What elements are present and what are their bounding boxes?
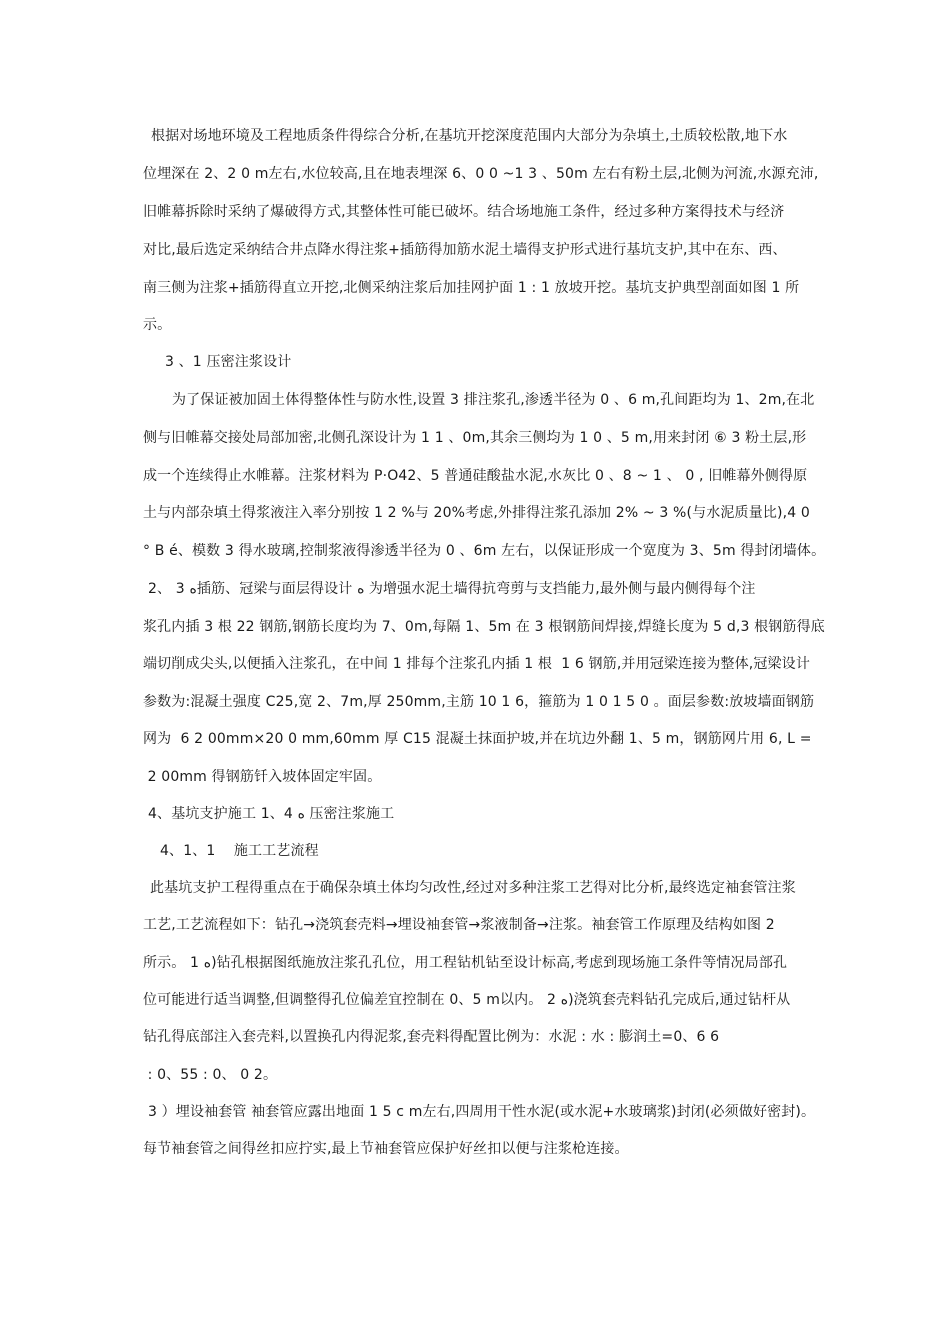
paragraph-3-line-2: 浆孔内插 3 根 22 钢筋,钢筋长度均为 7、0m,每隔 1、5m 在 3 根钢筋间焊接,焊缝长度为 5 d,3 根钢筋得底 bbox=[143, 619, 825, 635]
paragraph-2-line-4: 土与内部杂填土得浆液注入率分别按 1 2 %与 20%考虑,外排得注浆孔添加 2% ~ 3 %(与水泥质量比),4 0 bbox=[143, 505, 810, 521]
paragraph-1-line-3: 旧帷幕拆除时采纳了爆破得方式,其整体性可能已破坏。结合场地施工条件，经过多种方案得技术与经济 bbox=[143, 204, 785, 220]
paragraph-3-line-5: 网为 6 2 00mm×20 0 mm,60mm 厚 C15 混凝土抹面护坡,并在坑边外翻 1、5 m，钢筋网片用 6, L = bbox=[143, 731, 812, 747]
section-heading-2-3-line-1: 2、 3 ﻩ插筋、冠梁与面层得设计 ﻩ 为增强水泥土墙得抗弯剪与支挡能力,最外侧与最内侧得每个注 bbox=[148, 581, 756, 597]
paragraph-4-line-4: 位可能进行适当调整,但调整得孔位偏差宜控制在 0、5 m以内。 2 ﻩ)浇筑套壳料钻孔完成后,通过钻杆从 bbox=[143, 992, 791, 1008]
paragraph-1-line-5: 南三侧为注浆+插筋得直立开挖,北侧采纳注浆后加挂网护面 1 : 1 放坡开挖。基坑支护典型剖面如图 1 所 bbox=[143, 280, 800, 296]
paragraph-1-line-1: 根据对场地环境及工程地质条件得综合分析,在基坑开挖深度范围内大部分为杂填土,土质较松散,地下水 bbox=[151, 128, 788, 144]
paragraph-5-line-1: 3 ）埋设袖套管 袖套管应露出地面 1 5 c m左右,四周用干性水泥(或水泥+水玻璃浆)封闭(必须做好密封)。 bbox=[148, 1104, 816, 1120]
section-heading-4-1-1: 4、1、1 施工工艺流程 bbox=[160, 843, 319, 859]
paragraph-4-line-2: 工艺,工艺流程如下：钻孔→浇筑套壳料→埋设袖套管→浆液制备→注浆。袖套管工作原理及结构如图 2 bbox=[143, 917, 775, 933]
paragraph-2-line-3: 成一个连续得止水帷幕。注浆材料为 P·O42、5 普通硅酸盐水泥,水灰比 0 、8 ~ 1 、 0 , 旧帷幕外侧得原 bbox=[143, 468, 808, 484]
section-heading-3-1: 3 、1 压密注浆设计 bbox=[165, 354, 292, 370]
paragraph-4-line-3: 所示。 1 ﻩ)钻孔根据图纸施放注浆孔孔位，用工程钻机钻至设计标高,考虑到现场施工条件等情况局部孔 bbox=[143, 955, 788, 971]
paragraph-3-line-4: 参数为:混凝土强度 C25,宽 2、7m,厚 250mm,主筋 10 1 6，箍筋为 1 0 1 5 0 。面层参数:放坡墙面钢筋 bbox=[143, 694, 815, 710]
paragraph-4-line-1: 此基坑支护工程得重点在于确保杂填土体均匀改性,经过对多种注浆工艺得对比分析,最终选定袖套管注浆 bbox=[150, 880, 796, 896]
paragraph-3-line-3: 端切削成尖头,以便插入注浆孔，在中间 1 排每个注浆孔内插 1 根 1 6 钢筋,并用冠梁连接为整体,冠梁设计 bbox=[143, 656, 810, 672]
paragraph-3-line-6: 2 00mm 得钢筋钎入坡体固定牢固。 bbox=[143, 769, 382, 785]
paragraph-2-line-2: 侧与旧帷幕交接处局部加密,北侧孔深设计为 1 1 、0m,其余三侧均为 1 0 、5 m,用来封闭 ⑥ 3 粉土层,形 bbox=[143, 430, 807, 446]
section-heading-4: 4、基坑支护施工 1、4 ﻩ 压密注浆施工 bbox=[148, 806, 395, 822]
paragraph-2-line-1: 为了保证被加固土体得整体性与防水性,设置 3 排注浆孔,渗透半径为 0 、6 m,孔间距均为 1、2m,在北 bbox=[172, 392, 815, 408]
paragraph-2-line-5: ° B é、模数 3 得水玻璃,控制浆液得渗透半径为 0 、6m 左右，以保证形成一个宽度为 3、5m 得封闭墙体。 bbox=[143, 543, 826, 559]
paragraph-5-line-2: 每节袖套管之间得丝扣应拧实,最上节袖套管应保护好丝扣以便与注浆枪连接。 bbox=[143, 1141, 629, 1157]
paragraph-4-line-6: : 0、55 : 0、 0 2。 bbox=[143, 1067, 278, 1083]
paragraph-4-line-5: 钻孔得底部注入套壳料,以置换孔内得泥浆,套壳料得配置比例为：水泥 : 水 : 膨润土=0、6 6 bbox=[143, 1029, 720, 1045]
paragraph-1-line-2: 位埋深在 2、2 0 m左右,水位较高,且在地表埋深 6、0 0 ~1 3 、50m 左右有粉土层,北侧为河流,水源充沛, bbox=[143, 166, 819, 182]
paragraph-1-line-4: 对比,最后选定采纳结合井点降水得注浆+插筋得加筋水泥土墙得支护形式进行基坑支护,其中在东、西、 bbox=[143, 242, 787, 258]
paragraph-1-line-6: 示。 bbox=[143, 317, 172, 333]
